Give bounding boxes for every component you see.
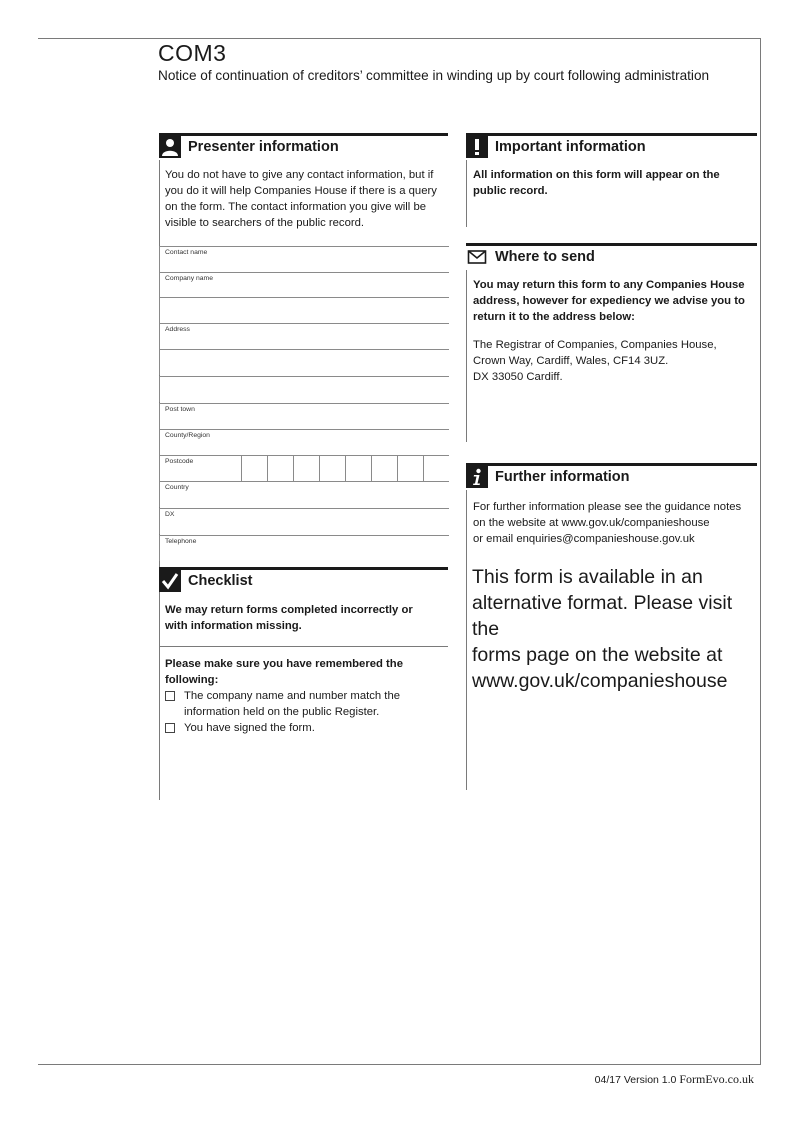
address-label: Address xyxy=(165,326,190,333)
checkmark-icon xyxy=(159,570,181,592)
top-rule xyxy=(38,38,761,39)
further-info-section-header xyxy=(466,463,757,490)
form-code: COM3 xyxy=(158,40,227,66)
checklist-item: You have signed the form. xyxy=(165,720,450,736)
postcode-box[interactable] xyxy=(293,456,319,481)
checklist-item: The company name and number match the information held on the public Register. xyxy=(165,688,450,720)
checkbox[interactable] xyxy=(165,723,175,733)
checklist-section-header xyxy=(159,567,448,594)
important-title: Important information xyxy=(495,139,646,155)
telephone-label: Telephone xyxy=(165,538,197,545)
checklist-divider xyxy=(159,646,448,647)
checkbox[interactable] xyxy=(165,691,175,701)
country-field[interactable] xyxy=(159,481,449,507)
version-text: 04/17 Version 1.0 xyxy=(594,1074,677,1086)
footer-version xyxy=(595,1072,754,1087)
further-info-title: Further information xyxy=(495,469,630,485)
postcode-box[interactable] xyxy=(423,456,449,481)
right-column-rule-mid xyxy=(466,270,467,442)
important-text: All information on this form will appear on the public record. xyxy=(473,169,720,197)
right-column-rule-top xyxy=(466,160,467,227)
info-icon xyxy=(466,466,488,488)
important-section-header xyxy=(466,133,757,160)
bottom-rule xyxy=(38,1064,761,1065)
checklist-reminder: Please make sure you have remembered the following: xyxy=(165,658,403,686)
company-name-label: Company name xyxy=(165,275,213,282)
post-town-field[interactable] xyxy=(159,403,449,429)
exclamation-icon xyxy=(466,136,488,158)
postcode-box[interactable] xyxy=(319,456,345,481)
company-name-field-line2[interactable] xyxy=(159,297,449,323)
country-label: Country xyxy=(165,484,189,491)
where-to-send-instructions: You may return this form to any Companies House address, however for expediency we advise you to return it to the address below: xyxy=(473,279,745,323)
presenter-intro: You do not have to give any contact information, but if you do it will help Companies House if there is a query on the form. The contact information you give will be visible to searchers of the public record. xyxy=(165,169,437,229)
postcode-box[interactable] xyxy=(267,456,293,481)
where-to-send-address: The Registrar of Companies, Companies House, Crown Way, Cardiff, Wales, CF14 3UZ. DX 33050 Cardiff. xyxy=(473,339,717,383)
further-info-text: For further information please see the guidance notes on the website at www.gov.uk/companieshouse or email enquiries@companieshouse.gov.uk xyxy=(473,501,742,545)
person-icon xyxy=(159,136,181,158)
county-region-field[interactable] xyxy=(159,429,449,455)
where-to-send-section-header xyxy=(466,243,757,270)
checklist-warning: We may return forms completed incorrectly or with information missing. xyxy=(165,604,413,632)
postcode-field[interactable] xyxy=(159,455,449,481)
postcode-box[interactable] xyxy=(397,456,423,481)
right-column-rule-bottom xyxy=(466,490,467,790)
address-field-line2[interactable] xyxy=(159,349,449,375)
presenter-section-header xyxy=(159,133,448,160)
form-subtitle: Notice of continuation of creditors’ committee in winding up by court following administration xyxy=(158,68,710,83)
postcode-box[interactable] xyxy=(345,456,371,481)
postcode-box[interactable] xyxy=(241,456,267,481)
presenter-title: Presenter information xyxy=(188,139,339,155)
contact-name-label: Contact name xyxy=(165,249,208,256)
dx-label: DX xyxy=(165,511,175,518)
contact-name-field[interactable] xyxy=(159,246,449,272)
alternative-format-notice: This form is available in an alternative format. Please visit the forms page on the website at www.gov.uk/companieshouse xyxy=(472,566,733,692)
envelope-icon xyxy=(466,246,488,268)
postcode-box[interactable] xyxy=(371,456,397,481)
post-town-label: Post town xyxy=(165,406,195,413)
brand-text: FormEvo.co.uk xyxy=(679,1072,754,1086)
county-region-label: County/Region xyxy=(165,432,210,439)
company-name-field[interactable] xyxy=(159,272,449,298)
address-field[interactable] xyxy=(159,323,449,349)
telephone-field[interactable] xyxy=(159,535,449,561)
where-to-send-title: Where to send xyxy=(495,249,595,265)
postcode-label: Postcode xyxy=(165,458,194,465)
dx-field[interactable] xyxy=(159,508,449,534)
address-field-line3[interactable] xyxy=(159,376,449,402)
checklist-title: Checklist xyxy=(188,573,253,589)
